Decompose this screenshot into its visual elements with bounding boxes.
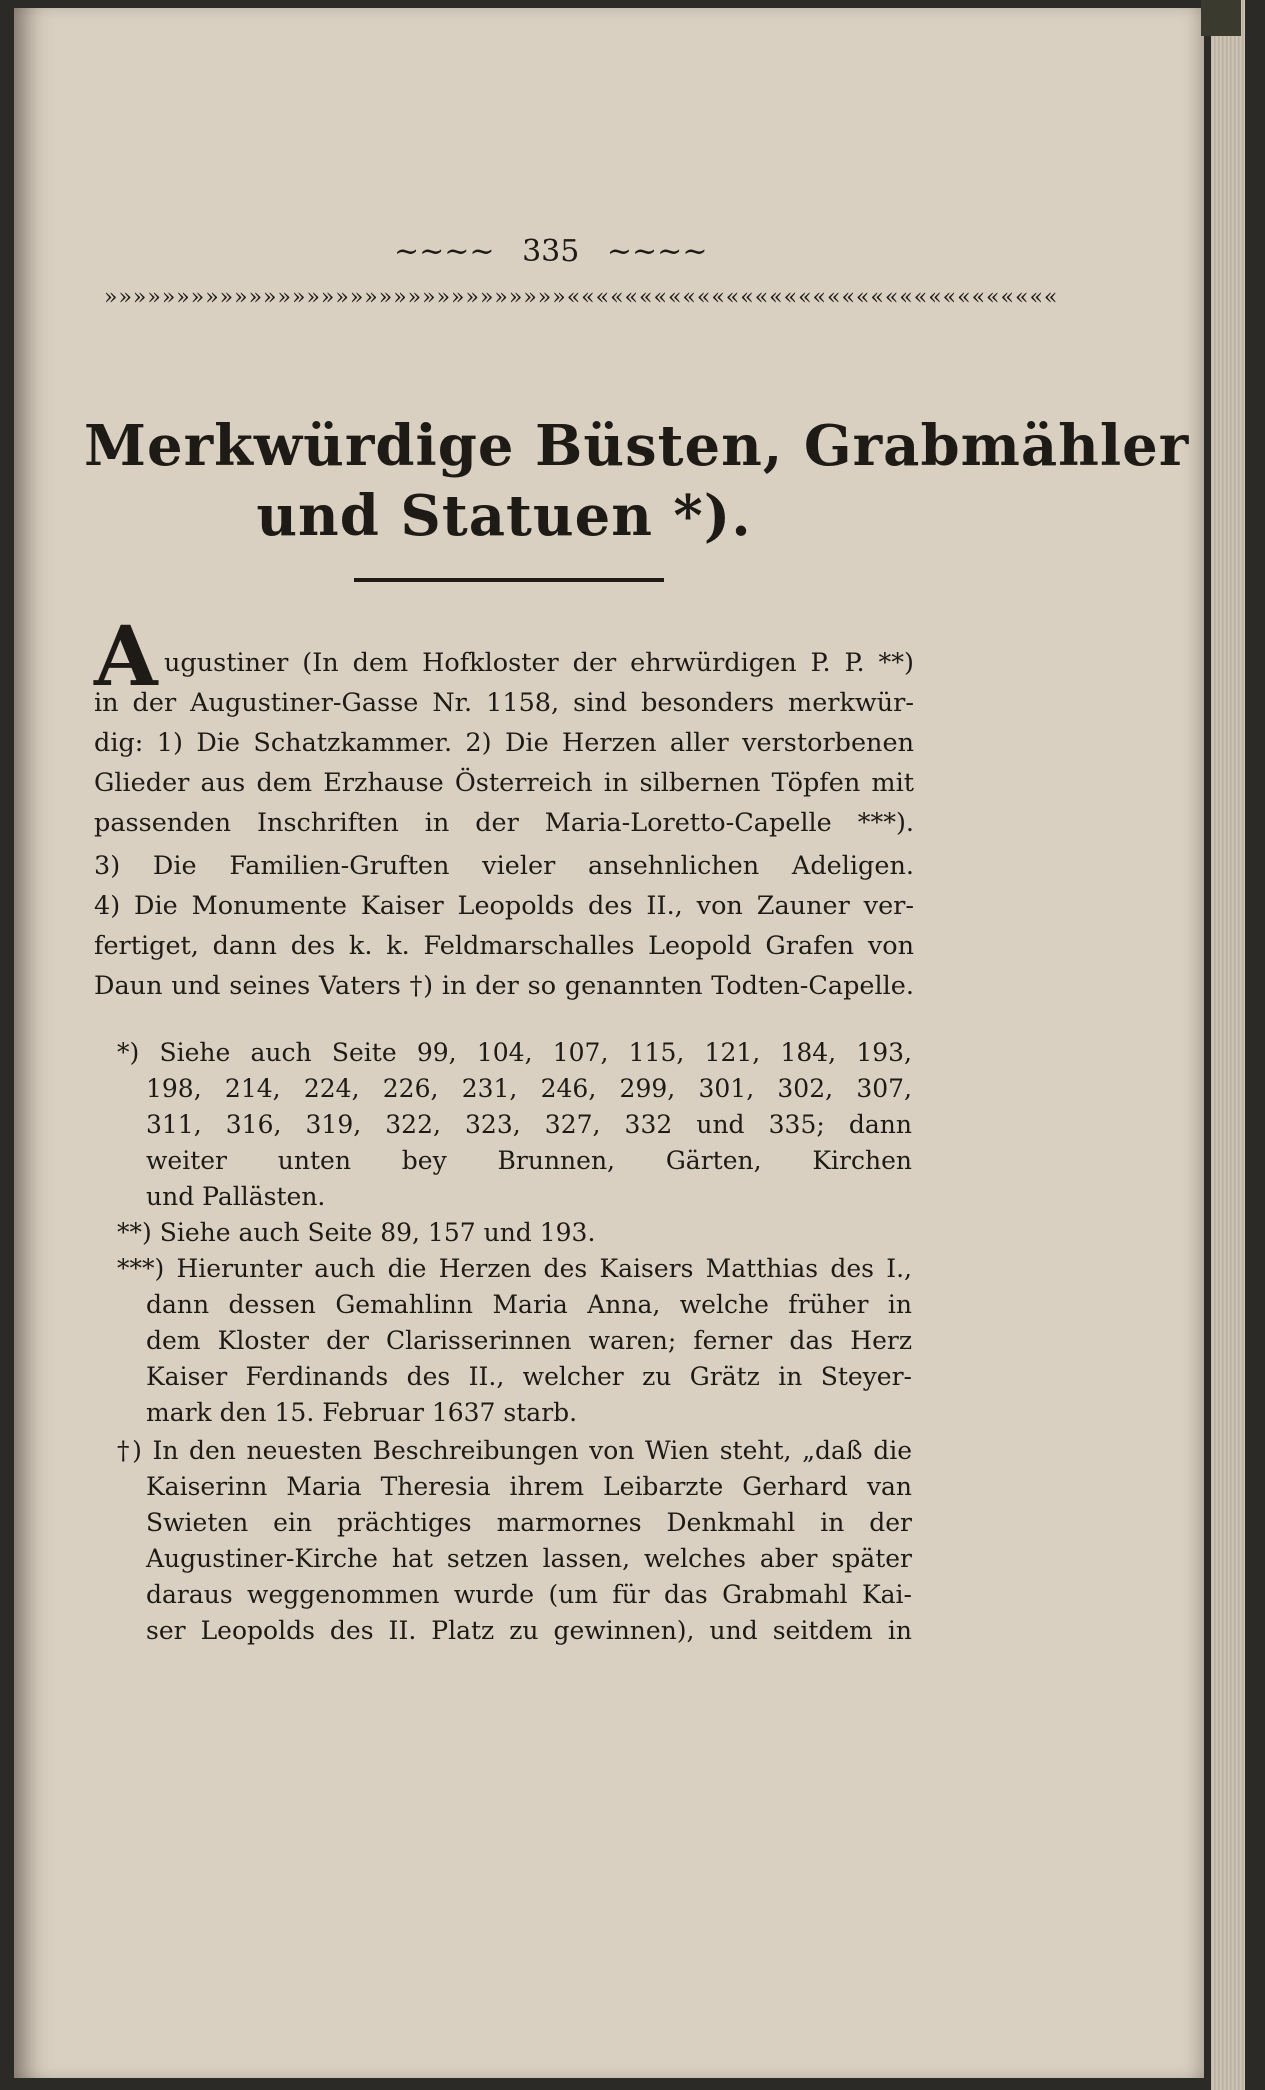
footnote-line: und Pallästen.: [146, 1182, 326, 1211]
page-edge: [1211, 0, 1245, 2090]
footnote-line: **) Siehe auch Seite 89, 157 und 193.: [117, 1218, 596, 1247]
footnote-line: 311, 316, 319, 322, 323, 327, 332 und 335; dann: [146, 1110, 912, 1139]
body-line: Glieder aus dem Erzhause Österreich in silbernen Töpfen mit: [94, 768, 914, 798]
header-ornament-right: ~~~~: [606, 234, 708, 269]
body-line: Daun und seines Vaters †) in der so genannten Todten-Capelle.: [94, 971, 914, 1001]
footnote-line: dem Kloster der Clarisserinnen waren; ferner das Herz: [146, 1326, 912, 1355]
page-number: 335: [522, 234, 580, 269]
title-separator: [354, 578, 664, 582]
body-line: dig: 1) Die Schatzkammer. 2) Die Herzen aller verstorbenen: [94, 728, 914, 758]
footnote-line: †) In den neuesten Beschreibungen von Wien steht, „daß die: [117, 1436, 912, 1465]
footnote-line: ***) Hierunter auch die Herzen des Kaisers Matthias des I.,: [117, 1254, 912, 1283]
body-line: passenden Inschriften in der Maria-Loretto-Capelle ***).: [94, 808, 914, 838]
footnote-line: *) Siehe auch Seite 99, 104, 107, 115, 121, 184, 193,: [117, 1038, 912, 1067]
drop-cap: A: [94, 609, 158, 705]
body-line: fertiget, dann des k. k. Feldmarschalles Leopold Grafen von: [94, 931, 914, 961]
page-corner-shadow: [1201, 0, 1241, 36]
book-page: [14, 8, 1204, 2078]
footnote-line: 198, 214, 224, 226, 231, 246, 299, 301, 302, 307,: [146, 1074, 912, 1103]
footnote-line: ser Leopolds des II. Platz zu gewinnen), und seitdem in: [146, 1616, 912, 1645]
page-header: [394, 234, 708, 269]
footnote-line: Swieten ein prächtiges marmornes Denkmahl in der: [146, 1508, 912, 1537]
divider-ornament: »»»»»»»»»»»»»»»»»»»»»»»»»»»»»»»»««««««««««««««««««««««««««««««««««: [104, 285, 1059, 310]
body-line: ugustiner (In dem Hofkloster der ehrwürdigen P. P. **): [164, 648, 914, 678]
footnote-line: mark den 15. Februar 1637 starb.: [146, 1398, 578, 1427]
title-line-2: und Statuen *).: [256, 483, 752, 549]
footnote-line: daraus weggenommen wurde (um für das Grabmahl Kai-: [146, 1580, 912, 1609]
footnote-line: weiter unten bey Brunnen, Gärten, Kirchen: [146, 1146, 912, 1175]
footnote-line: dann dessen Gemahlinn Maria Anna, welche früher in: [146, 1290, 912, 1319]
footnote-line: Augustiner-Kirche hat setzen lassen, welches aber später: [146, 1544, 912, 1573]
footnote-line: Kaiserinn Maria Theresia ihrem Leibarzte Gerhard van: [146, 1472, 912, 1501]
footnote-line: Kaiser Ferdinands des II., welcher zu Grätz in Steyer-: [146, 1362, 912, 1391]
body-line: 4) Die Monumente Kaiser Leopolds des II., von Zauner ver-: [94, 891, 914, 921]
body-line: in der Augustiner-Gasse Nr. 1158, sind besonders merkwür-: [94, 688, 914, 718]
body-line: 3) Die Familien-Gruften vieler ansehnlichen Adeligen.: [94, 851, 914, 881]
title-line-1: Merkwürdige Büsten, Grabmähler: [84, 413, 1190, 479]
header-ornament-left: ~~~~: [394, 234, 495, 269]
